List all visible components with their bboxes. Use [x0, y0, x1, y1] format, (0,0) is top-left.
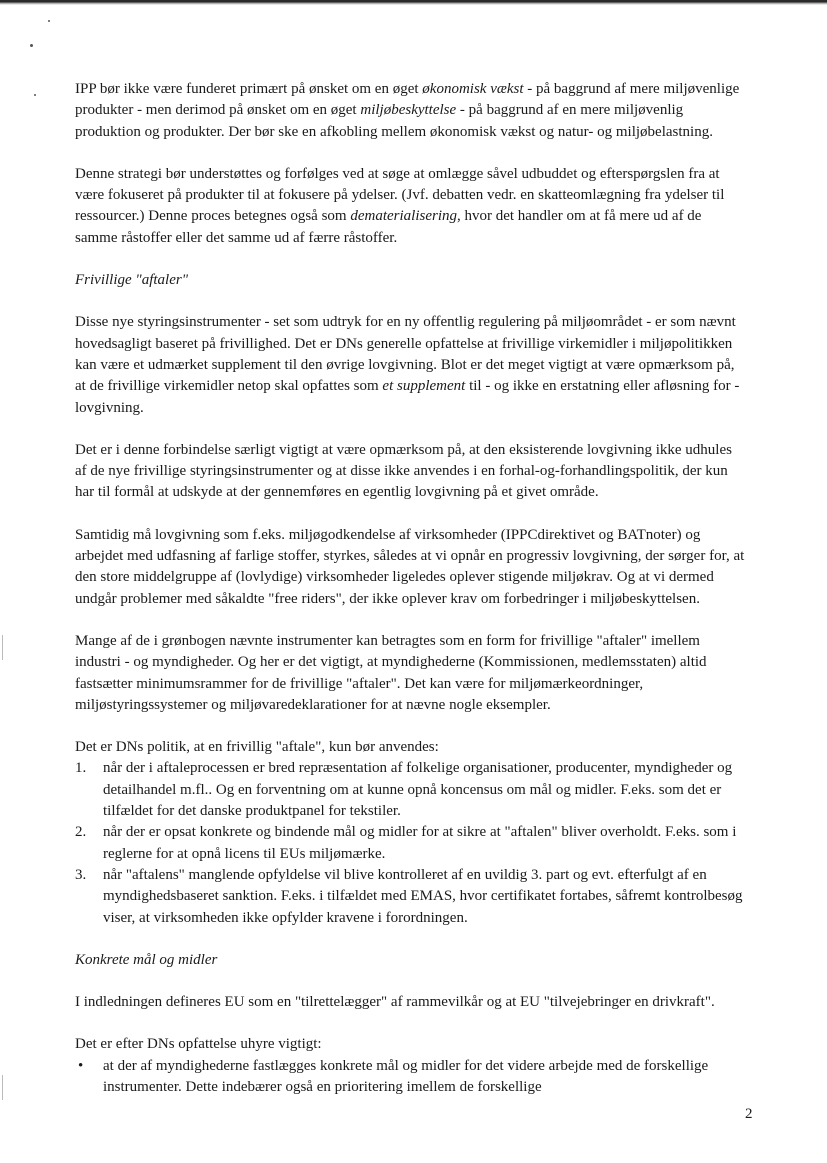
paragraph-vigtigt: Det er efter DNs opfattelse uhyre vigtigt:	[75, 1036, 322, 1053]
text-span: Disse nye styringsinstrumenter - set som udtryk for en ny offentlig regulering på miljøområdet - er som nævnt hovedsagligt baseret på frivillighed. Det er DNs generelle opfattelse at frivillige virkemidler i miljøpolitikken kan være et udmærket supplement til den øvrige lovgivning. Blot er det meget vigtigt at være opmærksom på, at de frivillige virkemidler netop skal opfattes som	[75, 314, 736, 395]
list-item-text: når der er opsat konkrete og bindende mål og midler for at sikre at "aftalen" bliver overholdt. F.eks. som i reglerne for at opnå licens til EUs miljømærke.	[103, 824, 737, 862]
document-body	[75, 79, 745, 1119]
scan-edge-line	[2, 635, 3, 660]
bullet-icon: •	[78, 1057, 84, 1074]
numbered-list	[75, 758, 745, 928]
text-span: Denne strategi bør understøttes og forfølges ved at søge at omlægge såvel udbuddet og efterspørgslen fra at være fokuseret på produkter til at fokusere på ydelser. (Jvf. debatten vedr. en skatteomlægning fra ydelser til ressourcer.) Denne proces betegnes også som	[75, 165, 725, 225]
paragraph-strategy	[75, 164, 745, 249]
list-item	[75, 758, 745, 822]
text-span: , hvor det handler om at få mere ud af de samme råstoffer eller det samme ud af færre råstoffer.	[75, 208, 702, 246]
paragraph-samtidig: Samtidig må lovgivning som f.eks. miljøgodkendelse af virksomheder (IPPCdirektivet og BATnoter) og arbejdet med udfasning af farlige stoffer, styrkes, således at vi opnår en progressiv lovgivning, der sørger for, at den store middelgruppe af (lovlydige) virksomheder ligeledes oplever stigende miljøkrav. Og at vi dermed undgår problemer med såkaldte "free riders", der ikke oplever krav om forbedringer i miljøbeskyttelsen.	[75, 526, 745, 607]
text-span: IPP bør ikke være funderet primært på ønsket om en øget	[75, 81, 423, 97]
list-item-text: når der i aftaleprocessen er bred repræsentation af folkelige organisationer, producenter, myndigheder og detailhandel m.fl.. Og en forventning om at kunne opnå koncensus om mål og midler. F.eks. som det er tilfældet for det danske produktpanel for tekstiler.	[103, 760, 733, 820]
list-item	[75, 1056, 745, 1099]
emphasis-text: økonomisk vækst	[422, 81, 524, 97]
scan-speck	[48, 20, 50, 22]
emphasis-text: dematerialisering	[350, 208, 457, 225]
scan-speck	[34, 94, 36, 96]
emphasis-text: miljøbeskyttelse	[360, 102, 457, 119]
list-item-text: at der af myndighederne fastlægges konkrete mål og midler for det videre arbejde med de forskellige instrumenter. Dette indebærer også en prioritering imellem de forskellige	[103, 1057, 709, 1095]
paragraph-styringsinstrumenter	[75, 312, 745, 418]
list-item	[75, 822, 745, 865]
section-heading-frivillige: Frivillige "aftaler"	[75, 272, 188, 289]
list-number: 3.	[75, 866, 87, 883]
text-span: til - og ikke en erstatning eller afløsning for - lovgivning.	[75, 378, 740, 416]
section-heading-konkrete: Konkrete mål og midler	[75, 951, 218, 968]
paragraph-dns-politik: Det er DNs politik, at en frivillig "aftale", kun bør anvendes:	[75, 739, 439, 756]
scan-edge-line	[2, 1075, 3, 1100]
paragraph-indledningen: I indledningen defineres EU som en "tilrettelægger" af rammevilkår og at EU "tilvejebringer en drivkraft".	[75, 994, 715, 1011]
scan-top-edge	[0, 0, 827, 5]
paragraph-ipp	[75, 79, 745, 143]
scan-speck	[30, 44, 33, 47]
list-item-text: når "aftalens" manglende opfyldelse vil blive kontrolleret af en uvildig 3. part og evt. efterfulgt af en myndighedsbaseret sanktion. F.eks. i tilfældet med EMAS, hvor certifikatet fortabes, såfremt kontrolbesøg viser, at virksomheden ikke opfylder kravene i forordningen.	[103, 866, 743, 926]
list-item	[75, 865, 745, 929]
paragraph-groenbogen: Mange af de i grønbogen nævnte instrumenter kan betragtes som en form for frivillige "aftaler" imellem industri - og myndigheder. Og her er det vigtigt, at myndighederne (Kommissionen, medlemsstaten) altid fastsætter minimumsrammer for de frivillige "aftaler". Det kan være for miljømærkeordninger, miljøstyringssystemer og miljøvaredeklarationer for at nævne nogle eksempler.	[75, 632, 707, 713]
list-number: 2.	[75, 824, 87, 841]
page-number: 2	[745, 1106, 753, 1122]
list-number: 1.	[75, 760, 87, 777]
emphasis-text: et supplement	[382, 378, 466, 395]
paragraph-lovgivning: Det er i denne forbindelse særligt vigtigt at være opmærksom på, at den eksisterende lovgivning ikke udhules af de nye frivillige styringsinstrumenter og at disse ikke anvendes i en forhal-og-forhandlingspolitik, der kun har til formål at udskyde at der gennemføres en egentlig lovgivning på et givet område.	[75, 441, 732, 501]
text-span: - på baggrund af en mere miljøvenlig produktion og produkter. Der bør ske en afkobling mellem økonomisk vækst og natur- og miljøbelastning.	[75, 102, 713, 140]
bullet-list	[75, 1056, 745, 1099]
text-span: - på baggrund af mere miljøvenlige produkter - men derimod på ønsket om en øget	[75, 81, 740, 119]
